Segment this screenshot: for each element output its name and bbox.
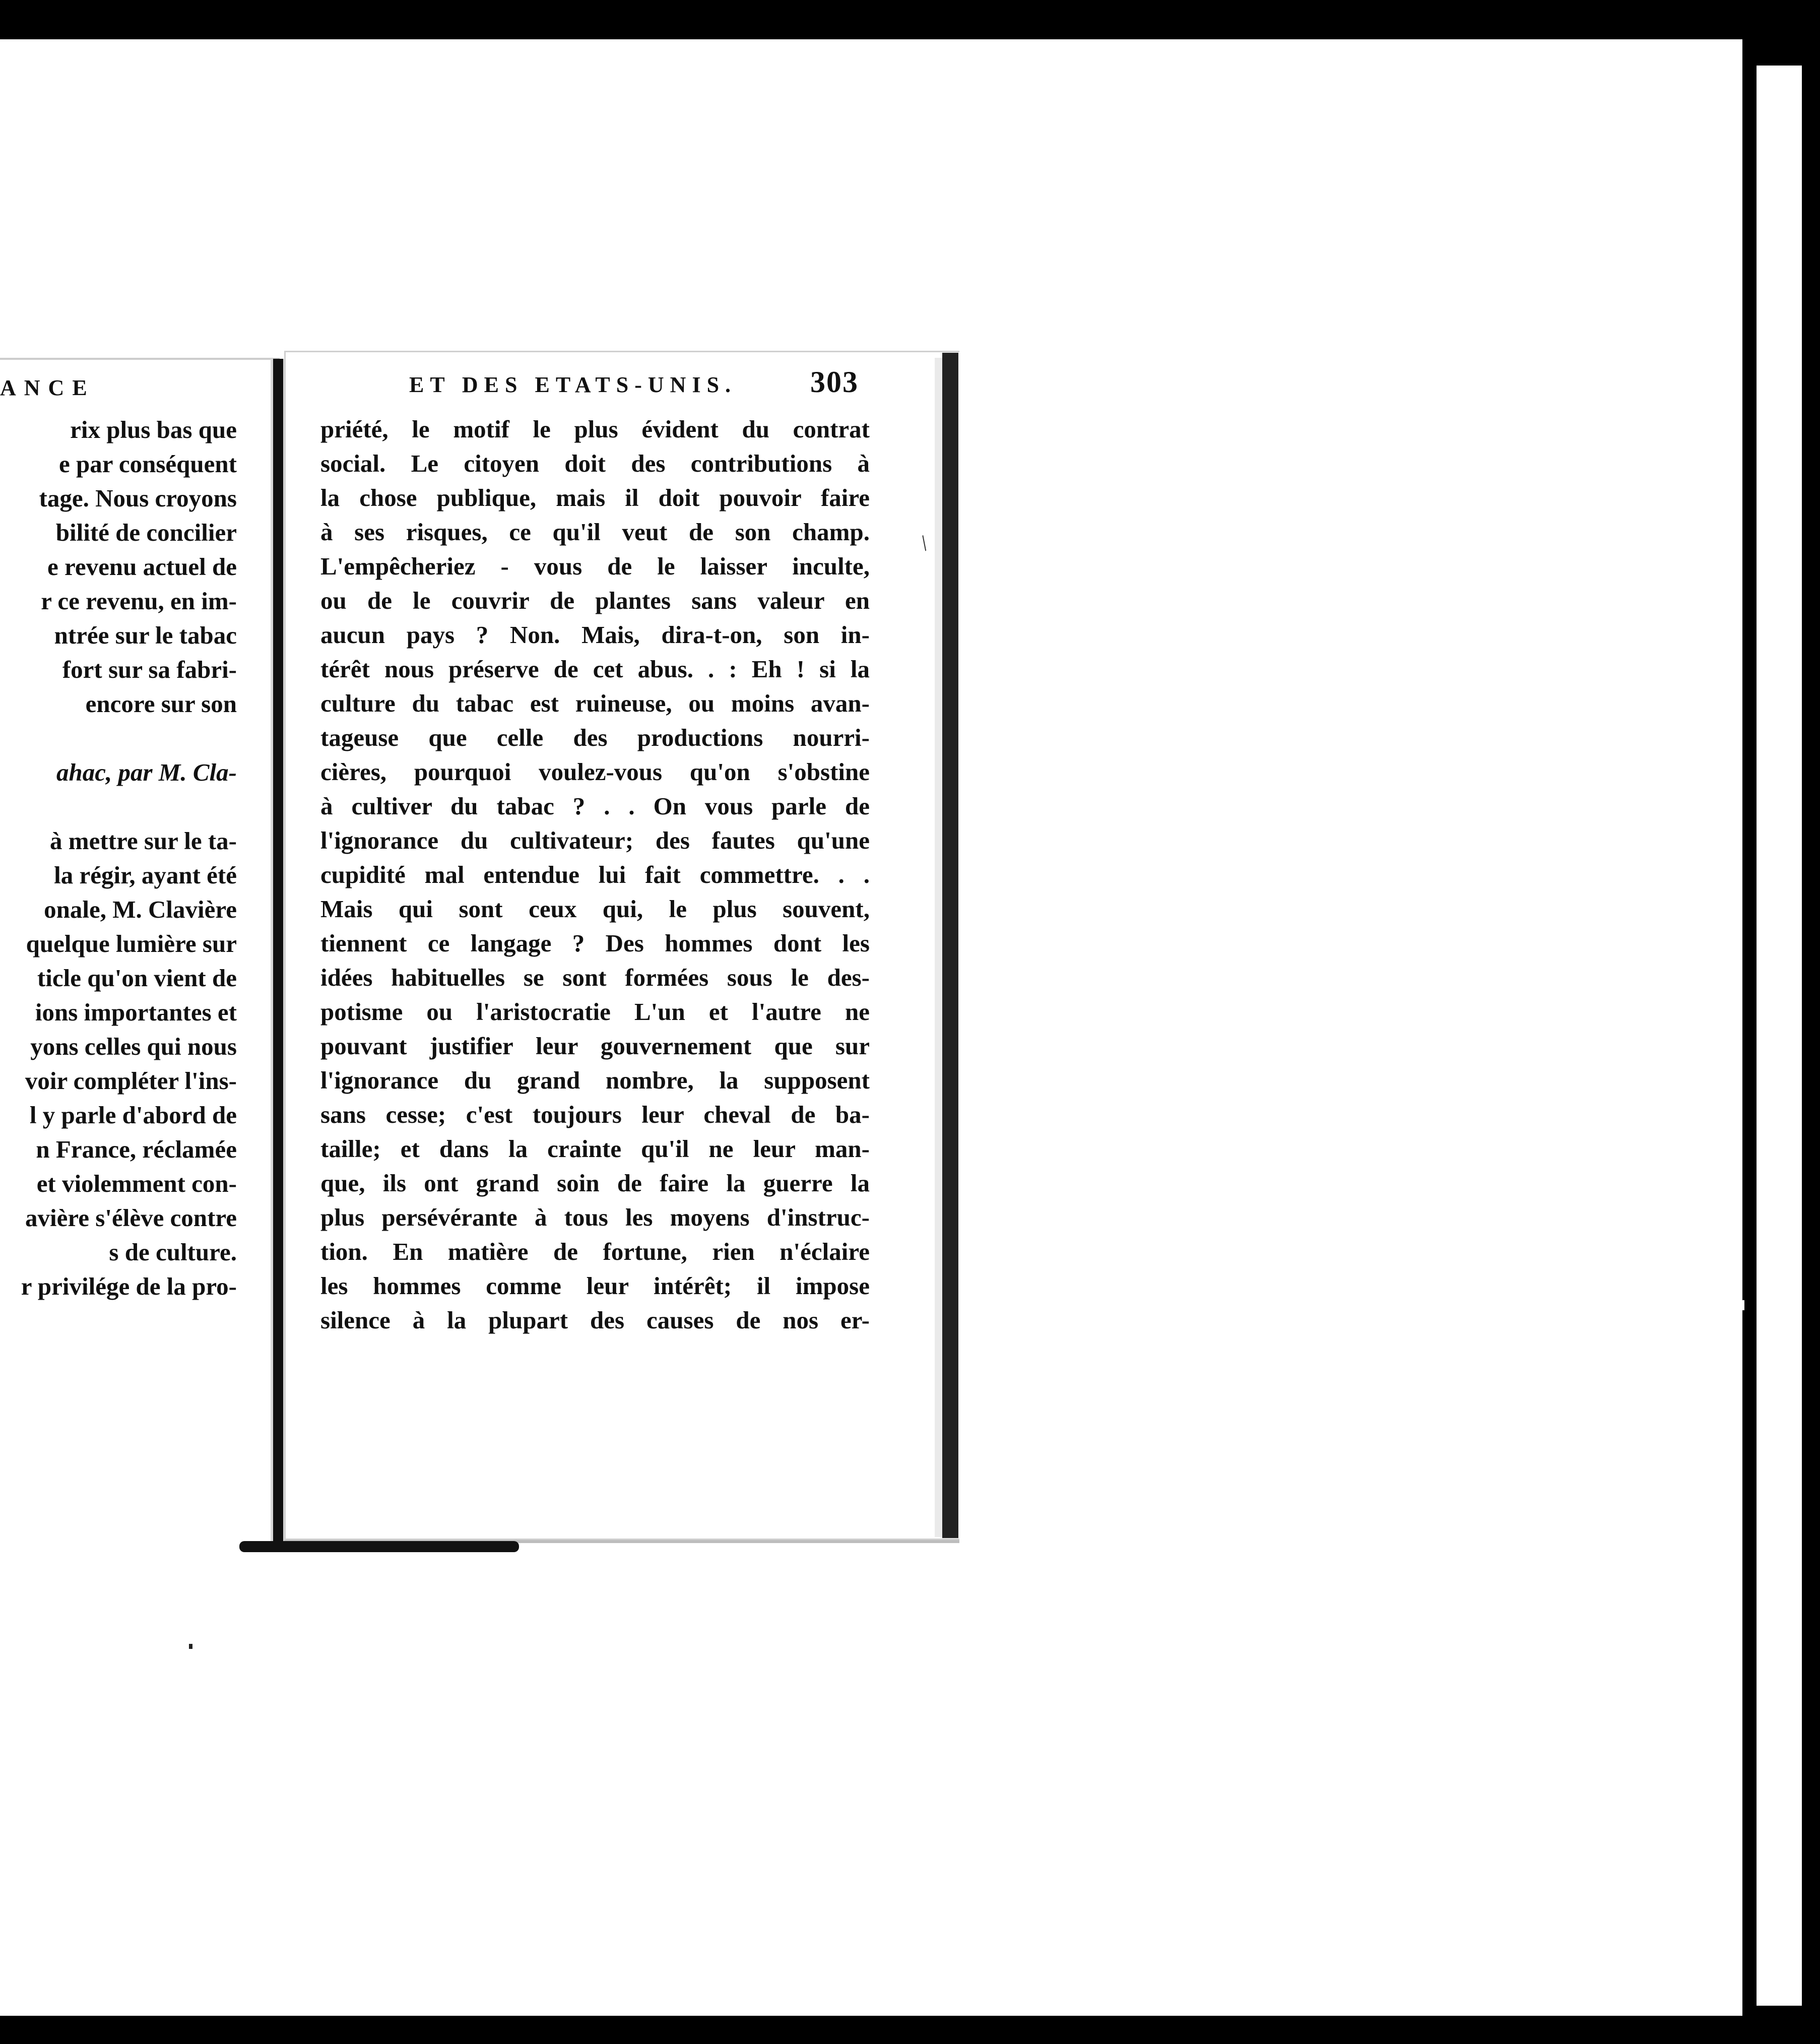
text-line: à ses risques, ce qu'il veut de son champ. (320, 518, 870, 546)
left-line (0, 721, 237, 755)
left-line: fort sur sa fabri- (62, 656, 237, 683)
left-line: e par conséquent (58, 450, 237, 478)
text-line: que, ils ont grand soin de faire la guerre la (320, 1169, 870, 1197)
left-line: rix plus bas que (70, 416, 237, 443)
book-spine (273, 359, 283, 1550)
left-line: n France, réclamée (36, 1135, 237, 1163)
text-line: l'ignorance du cultivateur; des fautes qu'une (320, 826, 870, 854)
scan-frame-gap (1739, 1300, 1744, 1310)
text-line: l'ignorance du grand nombre, la supposent (320, 1066, 870, 1094)
left-line: encore sur son (85, 690, 237, 718)
left-line: onale, M. Clavière (44, 896, 237, 923)
left-line: l y parle d'abord de (29, 1101, 237, 1129)
left-line: tage. Nous croyons (39, 484, 237, 512)
binding-bottom-rule (239, 1541, 519, 1552)
text-line: cupidité mal entendue lui fait commettre. . . (320, 861, 870, 888)
left-page (0, 358, 280, 1552)
left-line (0, 790, 237, 824)
left-line: yons celles qui nous (30, 1033, 237, 1060)
text-line: L'empêcheriez - vous de le laisser inculte, (320, 552, 870, 580)
text-line: tiennent ce langage ? Des hommes dont les (320, 929, 870, 957)
left-line: avière s'élève contre (25, 1204, 237, 1232)
page-edge-dark (942, 353, 958, 1538)
text-line: tion. En matière de fortune, rien n'éclaire (320, 1238, 870, 1265)
left-line: ticle qu'on vient de (37, 964, 237, 992)
left-line: e revenu actuel de (47, 553, 237, 581)
text-line: sans cesse; c'est toujours leur cheval de ba- (320, 1101, 870, 1128)
text-line: taille; et dans la crainte qu'il ne leur man- (320, 1135, 870, 1163)
text-line: cières, pourquoi voulez-vous qu'on s'obstine (320, 758, 870, 786)
text-line: pouvant justifier leur gouvernement que sur (320, 1032, 870, 1060)
text-line: ou de le couvrir de plantes sans valeur en (320, 587, 870, 614)
text-line: térêt nous préserve de cet abus. . : Eh ! si la (320, 655, 870, 683)
right-page-text (320, 412, 870, 1337)
left-line: voir compléter l'ins- (25, 1067, 237, 1095)
text-line: aucun pays ? Non. Mais, dira-t-on, son in- (320, 621, 870, 649)
left-line: et violemment con- (36, 1170, 237, 1197)
left-line: ntrée sur le tabac (54, 621, 237, 649)
scan-frame-top (0, 0, 1820, 39)
left-page-text (0, 413, 237, 1304)
left-line: à mettre sur le ta- (50, 827, 237, 855)
text-line: les hommes comme leur intérêt; il impose (320, 1272, 870, 1300)
page-number: 303 (810, 365, 859, 399)
left-line: r privilége de la pro- (21, 1272, 237, 1300)
text-line: silence à la plupart des causes de nos er- (320, 1306, 870, 1334)
scan-frame-right-inner (1757, 66, 1802, 2006)
text-line: potisme ou l'aristocratie L'un et l'autre ne (320, 998, 870, 1026)
text-line: idées habituelles se sont formées sous le des- (320, 964, 870, 991)
text-line: plus persévérante à tous les moyens d'instruc- (320, 1203, 870, 1231)
text-line: culture du tabac est ruineuse, ou moins avan- (320, 689, 870, 717)
text-line: la chose publique, mais il doit pouvoir faire (320, 484, 870, 512)
scan-frame-bottom (0, 2016, 1820, 2044)
left-line: la régir, ayant été (54, 861, 237, 889)
text-line: tageuse que celle des productions nourri- (320, 724, 870, 751)
stray-dot (189, 1644, 192, 1649)
running-head: ET DES ETATS-UNIS. (409, 372, 737, 397)
text-line: à cultiver du tabac ? . . On vous parle de (320, 792, 870, 820)
left-line: ions importantes et (35, 998, 237, 1026)
text-line: Mais qui sont ceux qui, le plus souvent, (320, 895, 870, 923)
left-line: r ce revenu, en im- (41, 587, 237, 615)
left-line: s de culture. (109, 1238, 237, 1266)
left-line: bilité de concilier (55, 519, 237, 546)
left-running-head: ANCE (0, 375, 95, 400)
page-edge-light (935, 358, 943, 1537)
left-line-italic: ahac, par M. Cla- (56, 758, 237, 786)
stray-pen-mark: / (915, 531, 933, 555)
text-line: social. Le citoyen doit des contributions à (320, 450, 870, 477)
scan-frame-right-edge (1733, 39, 1745, 2020)
left-line: quelque lumière sur (26, 930, 237, 957)
text-line: priété, le motif le plus évident du contrat (320, 415, 870, 443)
